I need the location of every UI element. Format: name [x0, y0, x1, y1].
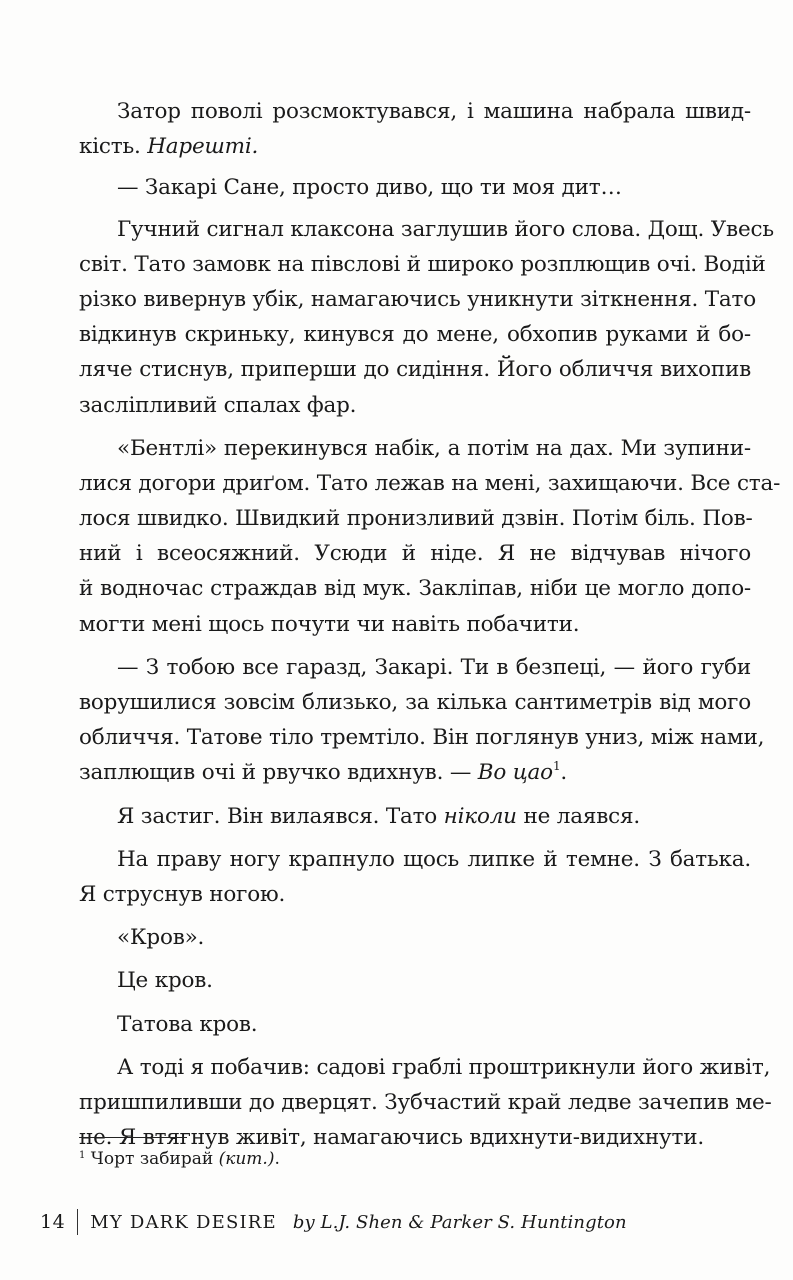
- text-line: [79, 755, 751, 790]
- italic-text: ніколи: [443, 803, 517, 829]
- footnote: [79, 1147, 280, 1171]
- footnote-divider: [79, 1137, 187, 1138]
- footnote-ref: 1: [552, 759, 561, 774]
- text-line: Гучний сигнал клаксона заглушив його слова. Дощ. Увесь: [117, 216, 774, 242]
- footnote-italic: (кит.): [218, 1149, 275, 1169]
- text-line: Це кров.: [117, 968, 213, 994]
- text-line: [79, 129, 751, 164]
- text-line: відкинув скриньку, кинувся до мене, обхопив руками й бо-: [79, 322, 751, 348]
- footnote-tail: .: [274, 1149, 280, 1169]
- italic-text: Во цао: [477, 760, 553, 786]
- text-segment: не лаявся.: [516, 803, 640, 829]
- text-line: «Бентлі» перекинувся набік, а потім на дах. Ми зупини-: [117, 435, 751, 461]
- text-line: не. Я втягнув живіт, намагаючись вдихнути-видихнути.: [79, 1125, 704, 1151]
- text-line: й водночас страждав від мук. Закліпав, ніби це могло допо-: [79, 576, 751, 602]
- text-line: Я струснув ногою.: [79, 881, 286, 907]
- text-line: обличчя. Татове тіло тремтіло. Він поглянув униз, між нами,: [79, 725, 765, 751]
- text-line: Затор поволі розсмоктувався, і машина набрала швид-: [117, 99, 751, 124]
- text-line: ворушилися зовсім близько, за кілька сантиметрів від мого: [79, 690, 751, 715]
- text-line: різко вивернув убік, намагаючись уникнути зіткнення. Тато: [79, 286, 756, 312]
- italic-text: Нарешті.: [147, 134, 259, 160]
- book-title: MY DARK DESIRE: [90, 1211, 277, 1233]
- body-text: [79, 94, 781, 1155]
- text-line: засліпливий спалах фар.: [79, 392, 357, 418]
- text-line: — З тобою все гаразд, Закарі. Ти в безпеці, — його губи: [117, 654, 751, 680]
- text-segment: Я застиг. Він вилаявся. Тато: [117, 803, 444, 829]
- text-segment: заплющив очі й рвучко вдихнув. —: [79, 760, 478, 786]
- text-segment: кість.: [79, 134, 148, 160]
- text-line: могти мені щось почути чи навіть побачити.: [79, 611, 580, 637]
- text-line: — Закарі Сане, просто диво, що ти моя дит…: [117, 175, 622, 201]
- text-line: «Кров».: [117, 925, 205, 951]
- text-line: На праву ногу крапнуло щось липке й темне. З батька.: [117, 846, 751, 872]
- text-line: ляче стиснув, приперши до сидіння. Його обличчя вихопив: [79, 357, 751, 383]
- footnote-marker: 1: [79, 1150, 86, 1161]
- footnote-text: Чорт забирай: [85, 1149, 219, 1169]
- book-authors: by L.J. Shen & Parker S. Huntington: [292, 1211, 627, 1233]
- text-line: А тоді я побачив: садові граблі проштрикнули його живіт,: [117, 1054, 771, 1080]
- text-line: світ. Тато замовк на півслові й широко розплющив очі. Водій: [79, 251, 766, 277]
- page-footer: [40, 1207, 627, 1237]
- text-line: пришпиливши до дверцят. Зубчастий край ледве зачепив ме-: [79, 1089, 772, 1115]
- text-segment: .: [560, 760, 568, 786]
- page-number: 14: [40, 1211, 66, 1233]
- text-line: лося швидко. Швидкий пронизливий дзвін. Потім біль. Пов-: [79, 506, 753, 532]
- text-line: [79, 799, 751, 834]
- text-line: ний і всеосяжний. Усюди й ніде. Я не відчував нічого: [79, 541, 751, 567]
- footer-separator: [77, 1209, 78, 1235]
- text-line: лися догори дриґом. Тато лежав на мені, захищаючи. Все ста-: [79, 470, 781, 496]
- text-line: Татова кров.: [117, 1011, 258, 1037]
